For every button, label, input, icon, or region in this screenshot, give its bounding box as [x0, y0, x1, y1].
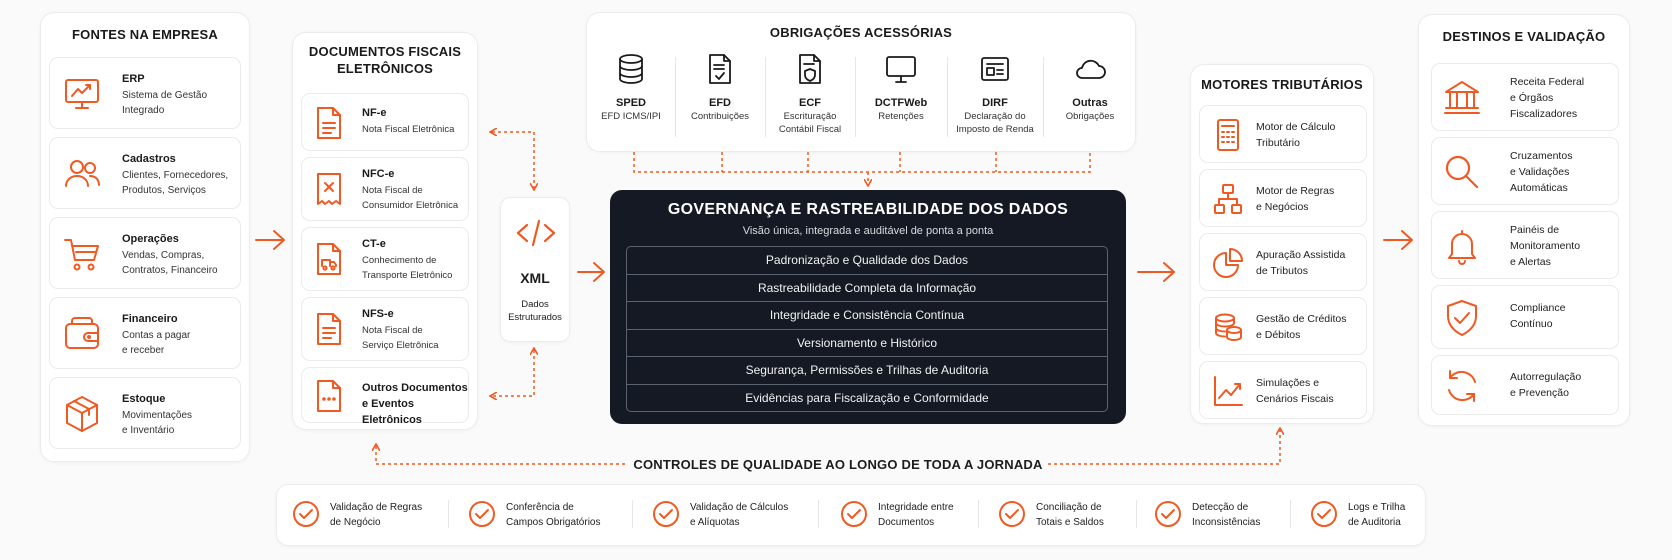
check-circle-icon: [998, 500, 1026, 528]
obrigacao-subtitle: EFD ICMS/IPI: [601, 111, 661, 122]
documento-subtitle: Nota Fiscal de Serviço Eletrônica: [362, 325, 439, 351]
governanca-title: GOVERNANÇA E RASTREABILIDADE DOS DADOS: [667, 201, 1069, 218]
divider: [1136, 500, 1137, 528]
obrigacao-title: DCTFWeb: [874, 97, 928, 109]
documento-card-cte[interactable]: [301, 227, 469, 291]
id-card-icon: [979, 53, 1011, 90]
obrigacao-sped[interactable]: [587, 53, 675, 123]
obrigacao-efd[interactable]: [675, 53, 765, 123]
users-icon: [62, 154, 102, 194]
obrigacoes-panel: [586, 12, 1136, 152]
wallet-icon: [62, 314, 102, 354]
documentos-panel: [292, 32, 478, 430]
government-building-icon: [1442, 78, 1482, 118]
controle-item: [1154, 492, 1284, 536]
shopping-cart-icon: [62, 234, 102, 274]
bell-icon: [1442, 226, 1482, 266]
documento-title: Outros Documentos e Eventos Eletrônicos: [362, 382, 468, 426]
xml-subtitle: Dados Estruturados: [508, 299, 562, 323]
fonte-subtitle: Contas a pagar e receber: [122, 330, 191, 356]
controle-item: [840, 492, 980, 536]
obrigacao-title: ECF: [799, 97, 821, 109]
controle-item: [1310, 492, 1420, 536]
obrigacoes-title: OBRIGAÇÕES ACESSÓRIAS: [769, 25, 953, 40]
motor-label: Motor de Cálculo Tributário: [1256, 121, 1336, 149]
fonte-subtitle: Clientes, Fornecedores, Produtos, Serviços: [122, 170, 229, 196]
documentos-title: DOCUMENTOS FISCAIS ELETRÔNICOS: [308, 44, 462, 76]
obrigacao-ecf[interactable]: [765, 53, 855, 136]
governanca-item: Padronização e Qualidade dos Dados: [627, 247, 1107, 275]
motor-label: Simulações e Cenários Fiscais: [1256, 377, 1334, 405]
fonte-title: Estoque: [122, 393, 166, 405]
documento-subtitle: Nota Fiscal Eletrônica: [362, 124, 455, 135]
motores-title: MOTORES TRIBUTÁRIOS: [1201, 77, 1363, 92]
divider: [978, 500, 979, 528]
box-icon: [62, 394, 102, 434]
motores-panel: [1190, 64, 1374, 424]
fonte-title: Operações: [122, 233, 179, 245]
destino-card[interactable]: [1431, 137, 1619, 205]
database-icon: [616, 53, 646, 90]
documento-title: NFS-e: [362, 308, 394, 320]
controle-label: Detecção de Inconsistências: [1192, 502, 1261, 528]
shield-check-icon: [1442, 298, 1482, 338]
divider: [632, 500, 633, 528]
controle-label: Conciliação de Totais e Saldos: [1036, 502, 1104, 528]
document-shield-icon: [795, 53, 825, 90]
documento-title: NF-e: [362, 107, 387, 119]
controle-item: [292, 492, 452, 536]
fonte-subtitle: Vendas, Compras, Contratos, Financeiro: [122, 250, 218, 276]
governanca-item: Rastreabilidade Completa da Informação: [627, 275, 1107, 303]
check-circle-icon: [1310, 500, 1338, 528]
coins-icon: [1212, 310, 1244, 344]
controle-label: Logs e Trilha de Auditoria: [1348, 502, 1406, 528]
governanca-item: Integridade e Consistência Contínua: [627, 302, 1107, 330]
motor-card[interactable]: [1199, 361, 1367, 419]
magnifier-icon: [1442, 152, 1482, 192]
documento-title: NFC-e: [362, 168, 395, 180]
fonte-subtitle: Sistema de Gestão Integrado: [122, 90, 208, 116]
motor-card[interactable]: [1199, 169, 1367, 227]
document-icon: [314, 106, 344, 140]
controle-label: Integridade entre Documentos: [878, 502, 954, 528]
destino-label: Receita Federal e Órgãos Fiscalizadores: [1510, 76, 1585, 120]
governanca-subtitle: Visão única, integrada e auditável de ponta a ponta: [742, 225, 994, 237]
obrigacao-title: DIRF: [982, 97, 1008, 109]
divider: [448, 500, 449, 528]
motor-label: Gestão de Créditos e Débitos: [1256, 313, 1347, 341]
motor-card[interactable]: [1199, 105, 1367, 163]
governanca-list: [626, 246, 1108, 412]
motor-card[interactable]: [1199, 297, 1367, 355]
motor-label: Motor de Regras e Negócios: [1256, 185, 1335, 213]
destino-label: Compliance Contínuo: [1510, 302, 1566, 330]
destino-card[interactable]: [1431, 355, 1619, 415]
divider: [818, 500, 819, 528]
documento-subtitle: Conhecimento de Transporte Eletrônico: [362, 255, 453, 281]
motor-label: Apuração Assistida de Tributos: [1256, 249, 1346, 277]
controle-label: Validação de Cálculos e Alíquotas: [690, 502, 789, 528]
governanca-item: Evidências para Fiscalização e Conformidade: [745, 390, 989, 405]
fonte-card-operacoes[interactable]: [49, 217, 241, 289]
destino-card[interactable]: [1431, 63, 1619, 131]
xml-title: XML: [520, 270, 550, 286]
documento-card-outros[interactable]: [301, 367, 469, 426]
fonte-card-estoque[interactable]: [49, 377, 241, 449]
erp-monitor-icon: [62, 74, 102, 114]
receipt-icon: [314, 172, 344, 206]
divider: [1290, 500, 1291, 528]
controle-item: [652, 492, 812, 536]
check-circle-icon: [1154, 500, 1182, 528]
destinos-title: DESTINOS E VALIDAÇÃO: [1442, 29, 1606, 44]
fonte-title: Financeiro: [122, 313, 178, 325]
check-circle-icon: [292, 500, 320, 528]
fonte-title: Cadastros: [122, 153, 176, 165]
documento-subtitle: Nota Fiscal de Consumidor Eletrônica: [362, 185, 459, 211]
destino-label: Painéis de Monitoramento e Alertas: [1510, 224, 1581, 268]
controle-item: [468, 492, 628, 536]
obrigacao-title: SPED: [616, 97, 646, 109]
destino-label: Autorregulação e Prevenção: [1510, 371, 1582, 399]
documento-title: CT-e: [362, 238, 386, 250]
obrigacao-subtitle: Obrigações: [1065, 111, 1115, 122]
check-circle-icon: [840, 500, 868, 528]
governanca-item: Versionamento e Histórico: [627, 330, 1107, 358]
fonte-card-financeiro[interactable]: [49, 297, 241, 369]
obrigacao-dctfweb[interactable]: [855, 53, 947, 123]
destino-card[interactable]: [1431, 211, 1619, 279]
pie-chart-icon: [1212, 246, 1244, 280]
obrigacao-subtitle: Escrituração Contábil Fiscal: [778, 111, 842, 135]
obrigacao-title: Outras: [1072, 97, 1108, 109]
fonte-title: ERP: [122, 73, 145, 85]
destinos-panel: [1418, 14, 1630, 426]
obrigacao-subtitle: Declaração do Imposto de Renda: [956, 111, 1034, 135]
line-chart-icon: [1212, 374, 1244, 408]
cloud-icon: [1073, 53, 1107, 90]
check-circle-icon: [468, 500, 496, 528]
governanca-item: Segurança, Permissões e Trilhas de Auditoria: [627, 357, 1107, 385]
obrigacao-dirf[interactable]: [947, 53, 1043, 136]
controle-label: Validação de Regras de Negócio: [330, 502, 423, 528]
fontes-title: FONTES NA EMPRESA: [72, 27, 218, 42]
fonte-subtitle: Movimentações e Inventário: [122, 410, 193, 436]
destino-label: Cruzamentos e Validações Automáticas: [1510, 150, 1573, 194]
refresh-icon: [1442, 366, 1482, 406]
controle-item: [998, 492, 1138, 536]
documento-card-nfe[interactable]: [301, 93, 469, 151]
fontes-panel: [40, 12, 250, 462]
check-circle-icon: [652, 500, 680, 528]
transport-document-icon: [314, 242, 344, 276]
xml-card[interactable]: [500, 197, 570, 342]
document-check-icon: [705, 53, 735, 90]
monitor-icon: [885, 53, 917, 90]
calculator-document-icon: [1212, 118, 1244, 152]
fonte-card-erp[interactable]: [49, 57, 241, 129]
obrigacao-subtitle: Contribuições: [690, 111, 750, 122]
obrigacao-subtitle: Retenções: [878, 111, 924, 122]
controle-label: Conferência de Campos Obrigatórios: [506, 502, 601, 528]
flowchart-icon: [1212, 182, 1244, 216]
documento-card-nfse[interactable]: [301, 297, 469, 361]
destino-card[interactable]: [1431, 285, 1619, 349]
motor-card[interactable]: [1199, 233, 1367, 291]
obrigacao-outras[interactable]: [1043, 53, 1137, 123]
code-icon: [515, 218, 557, 248]
more-document-icon: [314, 379, 344, 413]
documento-card-nfce[interactable]: [301, 157, 469, 221]
obrigacao-title: EFD: [709, 97, 731, 109]
service-document-icon: [314, 312, 344, 346]
governanca-panel: [610, 190, 1126, 424]
fonte-card-cadastros[interactable]: [49, 137, 241, 209]
controles-title: CONTROLES DE QUALIDADE AO LONGO DE TODA A JORNADA: [628, 453, 1048, 477]
